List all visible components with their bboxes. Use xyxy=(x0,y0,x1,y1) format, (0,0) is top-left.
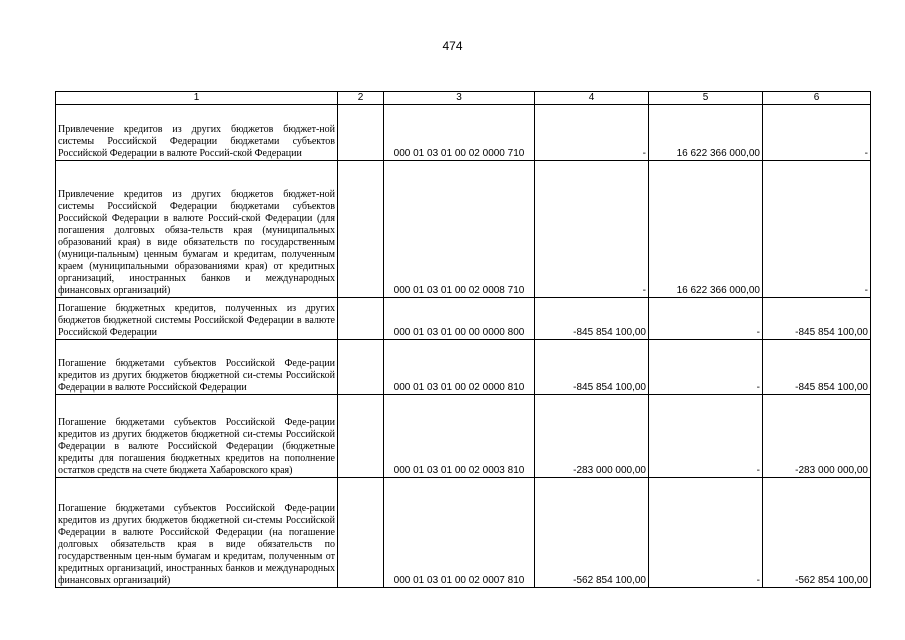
row-col5: 16 622 366 000,00 xyxy=(649,161,763,298)
row-col6: -562 854 100,00 xyxy=(763,478,871,588)
row-col4: -283 000 000,00 xyxy=(535,395,649,478)
row-col5: - xyxy=(649,478,763,588)
column-header-1: 1 xyxy=(56,92,338,105)
row-budget-code: 000 01 03 01 00 02 0000 710 xyxy=(384,105,535,161)
row-col6: -845 854 100,00 xyxy=(763,340,871,395)
row-col5: 16 622 366 000,00 xyxy=(649,105,763,161)
row-description: Погашение бюджетами субъектов Российской Феде-рации кредитов из других бюджетов бюджетной си-стемы Российской Федерации в валюте Российской Федерации (бюджетные кредиты для погашения бюджетных кредитов на пополнение остатков средств на счете бюджета Хабаровского края) xyxy=(56,395,338,478)
row-col6: -845 854 100,00 xyxy=(763,298,871,340)
row-description: Погашение бюджетных кредитов, полученных из других бюджетов бюджетной системы Российской Федерации в валюте Российской Федерации xyxy=(56,298,338,340)
table-row xyxy=(56,161,871,298)
row-col2 xyxy=(338,161,384,298)
table-row xyxy=(56,105,871,161)
row-col6: - xyxy=(763,105,871,161)
row-budget-code: 000 01 03 01 00 00 0000 800 xyxy=(384,298,535,340)
row-col5: - xyxy=(649,340,763,395)
row-col2 xyxy=(338,105,384,161)
row-budget-code: 000 01 03 01 00 02 0003 810 xyxy=(384,395,535,478)
row-col6: -283 000 000,00 xyxy=(763,395,871,478)
table-row xyxy=(56,395,871,478)
row-col4: -845 854 100,00 xyxy=(535,340,649,395)
table-row xyxy=(56,298,871,340)
table-row xyxy=(56,340,871,395)
column-header-6: 6 xyxy=(763,92,871,105)
row-description: Погашение бюджетами субъектов Российской Феде-рации кредитов из других бюджетов бюджетной си-стемы Российской Федерации в валюте Российской Федерации xyxy=(56,340,338,395)
row-col4: - xyxy=(535,161,649,298)
budget-table xyxy=(55,91,871,588)
row-col6: - xyxy=(763,161,871,298)
row-col4: - xyxy=(535,105,649,161)
row-description: Привлечение кредитов из других бюджетов бюджет-ной системы Российской Федерации бюджетами субъектов Российской Федерации в валюте Россий-ской Федерации xyxy=(56,105,338,161)
row-col2 xyxy=(338,478,384,588)
column-header-3: 3 xyxy=(384,92,535,105)
row-description: Погашение бюджетами субъектов Российской Феде-рации кредитов из других бюджетов бюджетной си-стемы Российской Федерации в валюте Российской Федерации (на погашение долговых обязательств края в виде обязательств по государственным цен-ным бумагам и кредитам, полученным от кредитных организаций, иностранных банков и международных финансовых организаций) xyxy=(56,478,338,588)
column-header-2: 2 xyxy=(338,92,384,105)
row-description: Привлечение кредитов из других бюджетов бюджет-ной системы Российской Федерации бюджетами субъектов Российской Федерации в валюте Россий-ской Федерации (для погашения долговых обяза-тельств края (муниципальных образований края) в виде обязательств по государственным (муници-пальным) ценным бумагам и кредитам, полученным краем (муниципальными образованиями края) от кредитных организаций, иностранных банков и международных финансовых организаций) xyxy=(56,161,338,298)
row-budget-code: 000 01 03 01 00 02 0000 810 xyxy=(384,340,535,395)
row-col5: - xyxy=(649,395,763,478)
row-col2 xyxy=(338,298,384,340)
table-row xyxy=(56,478,871,588)
row-col2 xyxy=(338,340,384,395)
row-col2 xyxy=(338,395,384,478)
column-header-4: 4 xyxy=(535,92,649,105)
row-col5: - xyxy=(649,298,763,340)
page-number: 474 xyxy=(442,39,463,53)
row-col4: -845 854 100,00 xyxy=(535,298,649,340)
row-col4: -562 854 100,00 xyxy=(535,478,649,588)
header-row xyxy=(56,92,871,105)
column-header-5: 5 xyxy=(649,92,763,105)
row-budget-code: 000 01 03 01 00 02 0007 810 xyxy=(384,478,535,588)
row-budget-code: 000 01 03 01 00 02 0008 710 xyxy=(384,161,535,298)
